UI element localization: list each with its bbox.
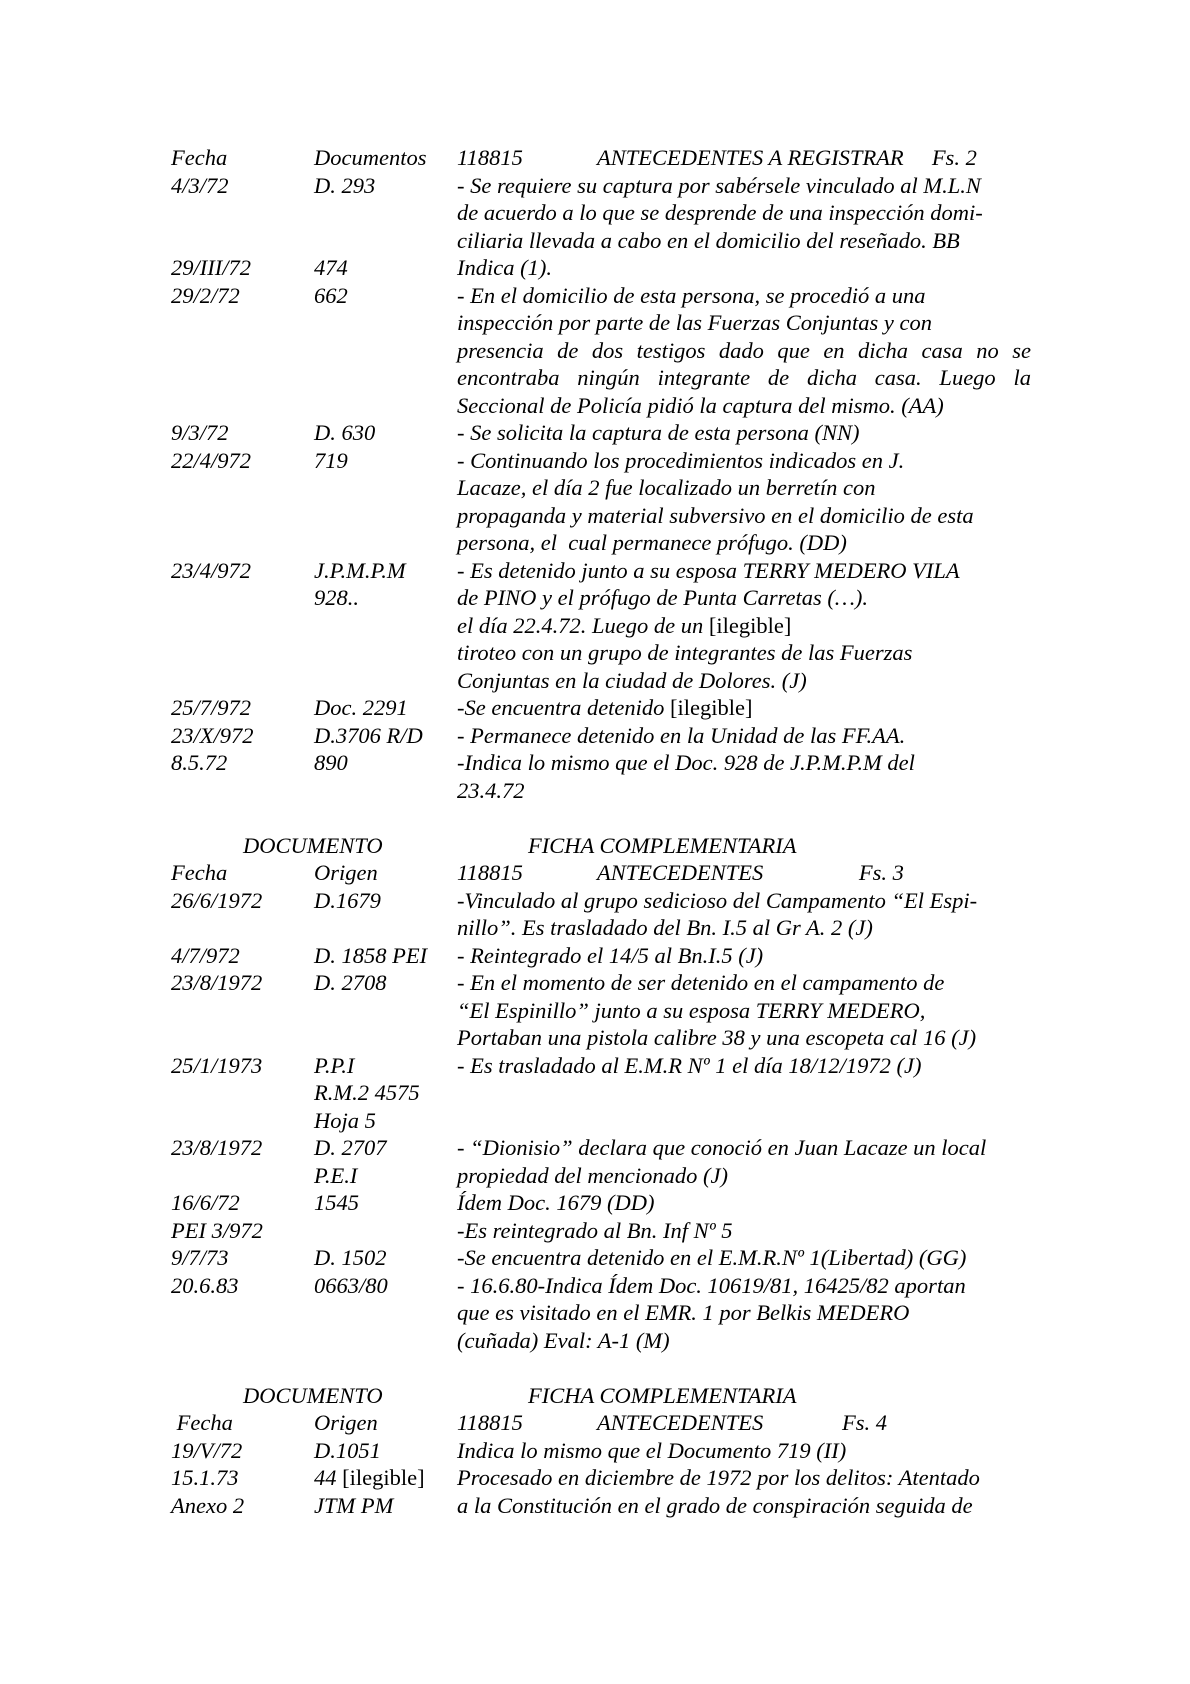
document-ref-line	[314, 419, 457, 447]
row-description	[457, 694, 1031, 722]
description-line	[457, 227, 1031, 255]
description-line	[457, 1217, 1031, 1245]
description-line	[457, 364, 1031, 392]
description-line	[457, 1437, 1031, 1465]
row-document	[314, 172, 457, 255]
row-description	[457, 172, 1031, 255]
column-header-row	[171, 859, 1031, 887]
row-date: 29/III/72	[171, 255, 251, 280]
document-ref-text: P.P.I	[314, 1052, 355, 1078]
description-text: - En el domicilio de esta persona, se procedió a una	[457, 282, 926, 308]
row-date: 22/4/972	[171, 447, 252, 473]
description-text: Lacaze, el día 2 fue localizado un berretín con	[457, 475, 876, 500]
row-description	[457, 1492, 1031, 1520]
table-row	[171, 1134, 1031, 1189]
header-record-number: 118815	[457, 145, 523, 170]
description-text: de PINO y el prófugo de Punta Carretas (…).	[457, 585, 868, 610]
description-line	[457, 942, 1031, 970]
document-ref-text: D.1051	[314, 1437, 381, 1463]
document-ref-text: 44	[314, 1465, 343, 1490]
document-ref-line	[314, 1464, 457, 1492]
header-record-number: 118815	[457, 1410, 523, 1435]
row-document	[314, 969, 457, 1052]
table-row	[171, 172, 1031, 255]
description-text: - Continuando los procedimientos indicados en J.	[457, 447, 905, 473]
row-date: 25/1/1973	[171, 1052, 263, 1078]
description-text: Seccional de Policía pidió la captura del mismo. (AA)	[457, 392, 944, 418]
description-line	[457, 749, 1031, 777]
document-ref-text: D. 630	[314, 420, 376, 445]
description-text: “El Espinillo” junto a su esposa TERRY MEDERO,	[457, 997, 926, 1023]
row-description	[457, 969, 1031, 1052]
row-date: 4/7/972	[171, 942, 240, 968]
document-ref-line	[314, 1189, 457, 1217]
header-gap	[763, 1409, 842, 1437]
document-ref-text: P.E.I	[314, 1162, 358, 1188]
row-description	[457, 1244, 1031, 1272]
document-ref-line	[314, 1134, 457, 1162]
description-line	[457, 1492, 1031, 1520]
table-row	[171, 749, 1031, 804]
row-description	[457, 557, 1031, 695]
description-text: -Se encuentra detenido	[457, 695, 671, 720]
description-line	[457, 1189, 1031, 1217]
document-ref-line	[314, 722, 457, 750]
illegible-mark: [ilegible]	[708, 612, 792, 638]
description-text: nillo”. Es trasladado del Bn. I.5 al Gr A. 2 (J)	[457, 915, 873, 940]
header-folio: Fs. 4	[842, 1410, 888, 1435]
row-description	[457, 254, 1031, 282]
table-row	[171, 1492, 1031, 1520]
table-row	[171, 447, 1031, 557]
header-antecedentes: ANTECEDENTES	[597, 1410, 764, 1435]
header-gap	[763, 859, 859, 887]
row-date: PEI 3/972	[171, 1217, 263, 1243]
document-ref-line	[314, 749, 457, 777]
header-documentos: Origen	[314, 860, 378, 885]
document-ref-text: D. 1502	[314, 1245, 387, 1270]
heading-right: FICHA COMPLEMENTARIA	[528, 1382, 797, 1408]
row-date: 16/6/72	[171, 1190, 240, 1215]
description-text: propaganda y material subversivo en el domicilio de esta	[457, 502, 974, 528]
description-text: - Es trasladado al E.M.R Nº 1 el día 18/12/1972 (J)	[457, 1052, 922, 1078]
description-text: - Se requiere su captura por sabérsele vinculado al M.L.N	[457, 172, 981, 198]
header-gap	[904, 144, 932, 172]
document-ref-line	[314, 887, 457, 915]
description-line	[457, 612, 1031, 640]
document-ref-text: Hoja 5	[314, 1107, 376, 1133]
row-document	[314, 447, 457, 557]
description-line	[457, 282, 1031, 310]
description-line	[457, 557, 1031, 585]
header-folio: Fs. 3	[858, 860, 904, 885]
description-text: a la Constitución en el grado de conspiración seguida de	[457, 1492, 973, 1518]
row-date: 19/V/72	[171, 1437, 243, 1463]
table-row	[171, 969, 1031, 1052]
row-description	[457, 1464, 1031, 1492]
row-document	[314, 1437, 457, 1465]
document-ref-text: 474	[314, 255, 348, 280]
description-line	[457, 584, 1031, 612]
document-ref-text: J.P.M.P.M	[314, 557, 406, 583]
description-text: - En el momento de ser detenido en el campamento de	[457, 970, 945, 995]
document-ref-text: D.1679	[314, 887, 381, 913]
document-ref-line	[314, 254, 457, 282]
row-description	[457, 887, 1031, 942]
description-line	[457, 777, 1031, 805]
row-document	[314, 694, 457, 722]
table-row	[171, 1272, 1031, 1355]
description-text: Portaban una pistola calibre 38 y una escopeta cal 16 (J)	[457, 1025, 977, 1050]
row-date: 23/X/972	[171, 722, 254, 748]
description-line	[457, 969, 1031, 997]
row-document	[314, 1134, 457, 1189]
row-document	[314, 749, 457, 804]
column-header-row	[171, 1409, 1031, 1437]
column-header-row	[171, 144, 1031, 172]
table-row	[171, 282, 1031, 420]
header-antecedentes: ANTECEDENTES	[597, 860, 764, 885]
description-text: que es visitado en el EMR. 1 por Belkis MEDERO	[457, 1300, 910, 1325]
document-ref-text: 890	[314, 750, 348, 775]
row-description	[457, 722, 1031, 750]
description-line	[457, 1052, 1031, 1080]
table-row	[171, 557, 1031, 695]
description-text: persona, el cual permanece prófugo. (DD)	[457, 530, 847, 555]
description-line	[457, 694, 1031, 722]
document-ref-text: 662	[314, 282, 348, 308]
description-line	[457, 997, 1031, 1025]
description-line	[457, 502, 1031, 530]
row-document	[314, 282, 457, 420]
row-document	[314, 887, 457, 942]
document-ref-line	[314, 969, 457, 997]
description-line	[457, 337, 1031, 365]
description-text: inspección por parte de las Fuerzas Conjuntas y con	[457, 310, 932, 335]
description-line	[457, 392, 1031, 420]
illegible-mark: [ilegible]	[342, 1465, 425, 1490]
header-fecha: Fecha	[171, 1410, 233, 1435]
document-ref-line	[314, 1244, 457, 1272]
row-document	[314, 1464, 457, 1492]
document-ref-line	[314, 557, 457, 585]
description-text: Ídem Doc. 1679 (DD)	[457, 1190, 655, 1215]
description-text: -Vinculado al grupo sedicioso del Campamento “El Espi-	[457, 887, 978, 913]
description-line	[457, 474, 1031, 502]
description-text: presencia de dos testigos dado que en dicha casa no se	[457, 337, 1031, 363]
table-row	[171, 887, 1031, 942]
row-document	[314, 1217, 457, 1245]
row-date: Anexo 2	[171, 1492, 245, 1518]
description-line	[457, 1244, 1031, 1272]
row-document	[314, 419, 457, 447]
row-date: 4/3/72	[171, 172, 229, 198]
document-ref-text: D. 2708	[314, 970, 387, 995]
table-row	[171, 694, 1031, 722]
table-row	[171, 1464, 1031, 1492]
description-line	[457, 722, 1031, 750]
document-ref-line	[314, 447, 457, 475]
description-text: el día 22.4.72. Luego de un	[457, 612, 709, 638]
row-document	[314, 1052, 457, 1135]
document-ref-text: D. 1858 PEI	[314, 942, 428, 968]
document-ref-line	[314, 584, 457, 612]
description-line	[457, 1162, 1031, 1190]
document-ref-text: 1545	[314, 1190, 359, 1215]
header-documentos: Documentos	[314, 145, 427, 170]
description-line	[457, 199, 1031, 227]
description-text: - Se solicita la captura de esta persona (NN)	[457, 420, 860, 445]
row-document	[314, 254, 457, 282]
row-date: 23/8/1972	[171, 970, 263, 995]
description-text: - Es detenido junto a su esposa TERRY MEDERO VILA	[457, 557, 960, 583]
header-documentos: Origen	[314, 1410, 378, 1435]
section-spacer	[171, 804, 1031, 832]
document-ref-line	[314, 942, 457, 970]
description-line	[457, 172, 1031, 200]
document-ref-line	[314, 1079, 457, 1107]
description-line	[457, 447, 1031, 475]
description-text: Procesado en diciembre de 1972 por los delitos: Atentado	[457, 1465, 980, 1490]
description-text: - 16.6.80-Indica Ídem Doc. 10619/81, 16425/82 aportan	[457, 1272, 966, 1298]
document-ref-line	[314, 1272, 457, 1300]
document-ref-line	[314, 282, 457, 310]
description-text: de acuerdo a lo que se desprende de una inspección domi-	[457, 200, 983, 225]
description-text: encontraba ningún integrante de dicha casa. Luego la	[457, 365, 1031, 390]
row-date: 26/6/1972	[171, 887, 263, 913]
row-document	[314, 1244, 457, 1272]
document-ref-line	[314, 1107, 457, 1135]
description-line	[457, 529, 1031, 557]
row-date: 9/3/72	[171, 420, 229, 445]
row-description	[457, 1189, 1031, 1217]
document-ref-text: 928..	[314, 585, 359, 610]
description-line	[457, 914, 1031, 942]
row-description	[457, 1272, 1031, 1355]
description-line	[457, 887, 1031, 915]
row-document	[314, 557, 457, 695]
document-ref-line	[314, 1437, 457, 1465]
row-description	[457, 419, 1031, 447]
document-ref-text: Doc. 2291	[314, 695, 408, 720]
description-text: - “Dionisio” declara que conoció en Juan Lacaze un local	[457, 1135, 987, 1160]
section-spacer	[171, 1354, 1031, 1382]
document-ref-text: R.M.2 4575	[314, 1080, 420, 1105]
table-row	[171, 1437, 1031, 1465]
row-document	[314, 1189, 457, 1217]
header-folio: Fs. 2	[931, 145, 977, 170]
row-description	[457, 447, 1031, 557]
description-text: Indica (1).	[457, 255, 552, 280]
description-text: (cuñada) Eval: A-1 (M)	[457, 1327, 670, 1353]
row-description	[457, 1052, 1031, 1135]
description-text: -Se encuentra detenido en el E.M.R.Nº 1(Libertad) (GG)	[457, 1245, 967, 1270]
description-text: 23.4.72	[457, 777, 525, 803]
row-date: 20.6.83	[171, 1272, 239, 1298]
description-line	[457, 1134, 1031, 1162]
section-heading	[171, 1382, 1031, 1410]
heading-left: DOCUMENTO	[243, 1382, 383, 1408]
document-ref-text: JTM PM	[314, 1492, 394, 1518]
row-description	[457, 1437, 1031, 1465]
row-description	[457, 749, 1031, 804]
document-page	[171, 144, 1031, 1519]
description-line	[457, 1299, 1031, 1327]
header-record-number: 118815	[457, 860, 523, 885]
row-description	[457, 1134, 1031, 1189]
row-description	[457, 1217, 1031, 1245]
row-date: 23/4/972	[171, 557, 252, 583]
row-date: 25/7/972	[171, 695, 252, 720]
document-ref-text: D. 2707	[314, 1135, 387, 1160]
illegible-mark: [ilegible]	[670, 695, 753, 720]
document-ref-line	[314, 1492, 457, 1520]
heading-left: DOCUMENTO	[243, 832, 383, 858]
table-row	[171, 254, 1031, 282]
table-row	[171, 1244, 1031, 1272]
description-text: Indica lo mismo que el Documento 719 (II)	[457, 1437, 847, 1463]
description-line	[457, 419, 1031, 447]
document-ref-line	[314, 694, 457, 722]
row-date: 23/8/1972	[171, 1135, 263, 1160]
description-text: tiroteo con un grupo de integrantes de las Fuerzas	[457, 640, 913, 665]
row-document	[314, 722, 457, 750]
header-fecha: Fecha	[171, 860, 228, 885]
document-ref-text: D. 293	[314, 172, 376, 198]
table-row	[171, 722, 1031, 750]
description-line	[457, 1464, 1031, 1492]
row-date: 9/7/73	[171, 1245, 229, 1270]
row-date: 15.1.73	[171, 1465, 239, 1490]
description-text: Conjuntas en la ciudad de Dolores. (J)	[457, 667, 807, 693]
description-text: - Permanece detenido en la Unidad de las FF.AA.	[457, 722, 906, 748]
header-antecedentes: ANTECEDENTES A REGISTRAR	[597, 145, 904, 170]
row-description	[457, 942, 1031, 970]
row-document	[314, 1492, 457, 1520]
section-heading	[171, 832, 1031, 860]
document-ref-text: D.3706 R/D	[314, 722, 423, 748]
row-date: 29/2/72	[171, 282, 240, 308]
table-row	[171, 1052, 1031, 1135]
description-line	[457, 1327, 1031, 1355]
description-text: propiedad del mencionado (J)	[457, 1162, 728, 1188]
description-line	[457, 1024, 1031, 1052]
header-fecha: Fecha	[171, 145, 228, 170]
description-line	[457, 254, 1031, 282]
description-line	[457, 309, 1031, 337]
table-row	[171, 942, 1031, 970]
document-ref-text: 0663/80	[314, 1272, 388, 1298]
description-text: -Es reintegrado al Bn. Inf Nº 5	[457, 1217, 733, 1243]
document-ref-line	[314, 1052, 457, 1080]
description-line	[457, 639, 1031, 667]
description-text: ciliaria llevada a cabo en el domicilio del reseñado. BB	[457, 227, 960, 253]
row-description	[457, 282, 1031, 420]
document-ref-text: 719	[314, 447, 348, 473]
description-text: - Reintegrado el 14/5 al Bn.I.5 (J)	[457, 942, 764, 968]
table-row	[171, 1217, 1031, 1245]
description-line	[457, 1272, 1031, 1300]
document-ref-line	[314, 1162, 457, 1190]
row-date: 8.5.72	[171, 750, 228, 775]
table-row	[171, 419, 1031, 447]
description-text: -Indica lo mismo que el Doc. 928 de J.P.M.P.M del	[457, 750, 915, 775]
heading-right: FICHA COMPLEMENTARIA	[528, 832, 797, 858]
row-document	[314, 942, 457, 970]
document-ref-line	[314, 172, 457, 200]
row-document	[314, 1272, 457, 1355]
description-line	[457, 667, 1031, 695]
table-row	[171, 1189, 1031, 1217]
